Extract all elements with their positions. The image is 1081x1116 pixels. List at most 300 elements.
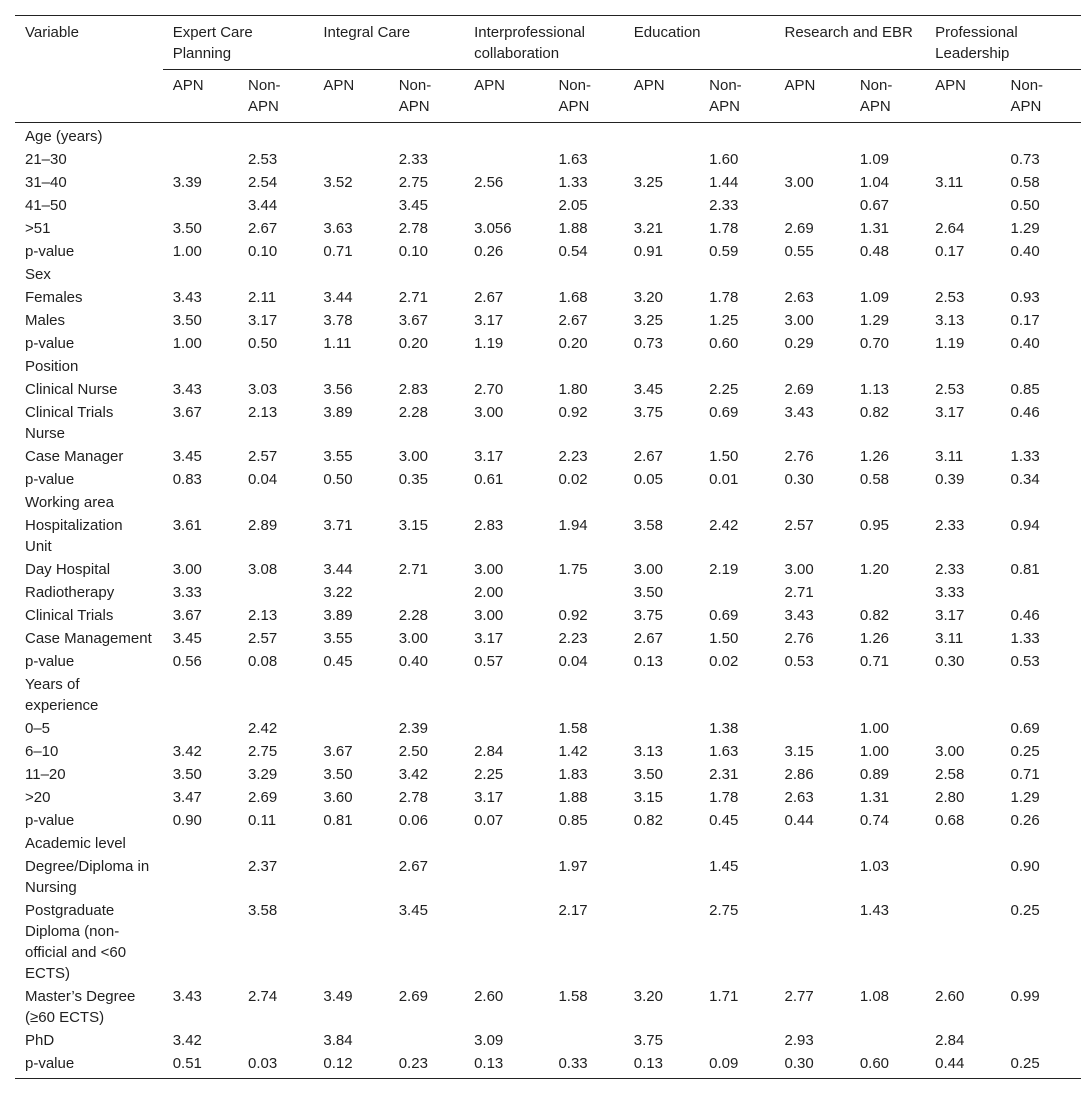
value-cell: 0.10	[248, 243, 278, 260]
value-cell	[774, 717, 849, 740]
header-row-groups	[15, 16, 1081, 70]
value-cell	[925, 855, 1000, 899]
value-cell: 0.45	[709, 812, 739, 829]
value-cell: 1.50	[709, 448, 739, 465]
row-label-cell: Master’s Degree (≥60 ECTS)	[25, 988, 136, 1026]
value-cell	[925, 491, 1000, 514]
table-row	[15, 491, 1081, 514]
value-cell: 3.13	[935, 312, 965, 329]
value-cell: 1.83	[558, 766, 588, 783]
value-cell: 0.92	[558, 404, 588, 421]
value-cell: 2.53	[248, 151, 278, 168]
value-cell: 3.15	[398, 517, 428, 534]
value-cell: 3.45	[398, 197, 428, 214]
value-cell	[163, 717, 238, 740]
value-cell: 1.68	[558, 289, 588, 306]
table-row	[15, 899, 1081, 985]
value-cell: 0.89	[859, 766, 890, 783]
value-cell: 1.25	[709, 312, 739, 329]
row-label-cell: p-value	[25, 1055, 75, 1072]
value-cell	[774, 123, 849, 149]
value-cell	[548, 832, 623, 855]
value-cell: 0.54	[558, 243, 588, 260]
value-cell: 0.26	[474, 243, 504, 260]
value-cell	[464, 899, 548, 985]
value-cell: 3.67	[398, 312, 428, 329]
value-cell: 3.67	[323, 743, 353, 760]
value-cell	[850, 832, 925, 855]
value-cell: 2.75	[248, 743, 278, 760]
value-cell: 1.20	[859, 561, 890, 578]
value-cell: 3.50	[172, 220, 202, 237]
value-cell: 2.69	[784, 220, 814, 237]
row-label-cell: Academic level	[25, 835, 126, 852]
value-cell	[699, 491, 774, 514]
value-cell: 0.02	[558, 471, 588, 488]
value-cell: 3.43	[784, 607, 814, 624]
value-cell: 1.80	[558, 381, 588, 398]
table-row	[15, 401, 1081, 445]
row-label-cell: 21–30	[25, 151, 67, 168]
value-cell: 1.19	[474, 335, 504, 352]
value-cell	[548, 1029, 623, 1052]
value-cell	[163, 148, 238, 171]
value-cell: 3.20	[633, 289, 663, 306]
value-cell: 3.11	[935, 448, 964, 465]
value-cell	[163, 355, 238, 378]
value-cell: 0.40	[398, 653, 428, 670]
value-cell	[464, 491, 548, 514]
table-row	[15, 740, 1081, 763]
value-cell	[925, 355, 1000, 378]
value-cell: 1.75	[558, 561, 588, 578]
value-cell	[1001, 263, 1081, 286]
value-cell: 3.42	[172, 1032, 202, 1049]
value-cell: 0.11	[248, 812, 277, 829]
value-cell: 1.88	[558, 789, 588, 806]
value-cell: 2.37	[248, 858, 278, 875]
value-cell: 3.49	[323, 988, 353, 1005]
value-cell: 2.42	[248, 720, 278, 737]
subheader-apn: APN	[474, 77, 505, 94]
value-cell	[774, 673, 849, 717]
row-label-cell: Age (years)	[25, 128, 103, 145]
value-cell	[163, 855, 238, 899]
value-cell: 2.25	[474, 766, 504, 783]
value-cell: 3.58	[633, 517, 663, 534]
table-row	[15, 985, 1081, 1029]
value-cell: 2.57	[248, 630, 278, 647]
value-cell: 1.88	[558, 220, 588, 237]
value-cell: 0.74	[859, 812, 890, 829]
value-cell: 3.47	[172, 789, 202, 806]
value-cell: 2.67	[474, 289, 504, 306]
value-cell: 0.44	[935, 1055, 965, 1072]
value-cell: 3.056	[474, 220, 512, 237]
table-row	[15, 355, 1081, 378]
value-cell: 1.31	[859, 789, 890, 806]
header-row-subgroups	[15, 70, 1081, 123]
value-cell: 3.61	[172, 517, 202, 534]
value-cell	[850, 1029, 925, 1052]
value-cell	[774, 355, 849, 378]
value-cell: 0.71	[1010, 766, 1040, 783]
table-row	[15, 650, 1081, 673]
value-cell: 3.00	[398, 448, 428, 465]
value-cell	[624, 355, 699, 378]
value-cell: 2.76	[784, 630, 814, 647]
value-cell	[313, 855, 388, 899]
value-cell	[238, 1029, 313, 1052]
value-cell: 0.05	[633, 471, 663, 488]
value-cell	[774, 491, 849, 514]
value-cell: 1.04	[859, 174, 890, 191]
value-cell: 1.13	[859, 381, 890, 398]
value-cell: 1.03	[859, 858, 890, 875]
value-cell: 3.39	[172, 174, 202, 191]
value-cell: 0.20	[558, 335, 588, 352]
value-cell: 3.50	[172, 766, 202, 783]
value-cell: 3.63	[323, 220, 353, 237]
value-cell	[548, 673, 623, 717]
value-cell: 0.82	[633, 812, 663, 829]
value-cell: 3.52	[323, 174, 353, 191]
group-header-expert-care-planning: Expert Care Planning	[163, 16, 314, 70]
table-row	[15, 171, 1081, 194]
value-cell	[163, 123, 238, 149]
value-cell	[163, 194, 238, 217]
row-label-cell: 41–50	[25, 197, 67, 214]
value-cell	[624, 194, 699, 217]
value-cell: 0.26	[1010, 812, 1040, 829]
value-cell: 3.15	[784, 743, 814, 760]
value-cell: 2.71	[398, 561, 428, 578]
value-cell: 2.70	[474, 381, 504, 398]
value-cell: 2.69	[398, 988, 428, 1005]
value-cell: 3.45	[398, 902, 428, 919]
value-cell: 3.29	[248, 766, 278, 783]
value-cell	[1001, 355, 1081, 378]
value-cell: 2.78	[398, 220, 428, 237]
value-cell: 2.84	[935, 1032, 965, 1049]
value-cell	[313, 148, 388, 171]
value-cell: 1.29	[859, 312, 890, 329]
value-cell	[850, 263, 925, 286]
value-cell: 0.90	[1010, 858, 1040, 875]
value-cell	[389, 491, 464, 514]
value-cell	[624, 717, 699, 740]
value-cell	[774, 832, 849, 855]
value-cell: 3.45	[633, 381, 663, 398]
value-cell	[389, 1029, 464, 1052]
value-cell: 3.17	[935, 404, 965, 421]
value-cell: 2.05	[558, 197, 588, 214]
value-cell: 3.00	[398, 630, 428, 647]
value-cell	[163, 899, 238, 985]
group-header-interprofessional-collaboration: Interprofessional collaboration	[464, 16, 624, 70]
value-cell	[850, 581, 925, 604]
value-cell: 2.11	[248, 289, 277, 306]
table-row	[15, 514, 1081, 558]
value-cell: 0.94	[1010, 517, 1040, 534]
value-cell: 0.02	[709, 653, 739, 670]
value-cell	[699, 123, 774, 149]
value-cell: 0.10	[398, 243, 428, 260]
row-label-cell: Clinical Nurse	[25, 381, 118, 398]
value-cell: 3.15	[633, 789, 663, 806]
value-cell: 1.45	[709, 858, 739, 875]
table-row	[15, 809, 1081, 832]
value-cell: 2.54	[248, 174, 278, 191]
table-row	[15, 673, 1081, 717]
value-cell: 0.03	[248, 1055, 278, 1072]
value-cell: 1.00	[859, 720, 890, 737]
value-cell: 0.46	[1010, 404, 1040, 421]
table-row	[15, 558, 1081, 581]
value-cell: 0.40	[1010, 243, 1040, 260]
row-label-cell: 11–20	[25, 766, 66, 783]
value-cell: 1.33	[558, 174, 588, 191]
value-cell: 2.67	[633, 630, 663, 647]
value-cell: 3.84	[323, 1032, 353, 1049]
value-cell	[1001, 1029, 1081, 1052]
value-cell: 1.43	[859, 902, 890, 919]
value-cell: 3.78	[323, 312, 353, 329]
value-cell	[1001, 673, 1081, 717]
value-cell: 0.50	[248, 335, 278, 352]
value-cell	[699, 673, 774, 717]
value-cell	[925, 899, 1000, 985]
table-row	[15, 604, 1081, 627]
value-cell	[389, 355, 464, 378]
value-cell: 0.35	[398, 471, 428, 488]
value-cell	[389, 263, 464, 286]
row-label-cell: >51	[25, 220, 51, 237]
value-cell: 2.67	[558, 312, 588, 329]
value-cell: 3.17	[248, 312, 278, 329]
row-label-cell: Clinical Trials Nurse	[25, 404, 114, 442]
value-cell: 3.55	[323, 630, 353, 647]
value-cell: 0.58	[859, 471, 890, 488]
subheader-non-apn: Non-APN	[248, 77, 281, 115]
value-cell: 2.23	[558, 630, 588, 647]
table-row	[15, 217, 1081, 240]
value-cell: 1.26	[859, 448, 890, 465]
value-cell: 3.44	[248, 197, 278, 214]
value-cell: 3.75	[633, 404, 663, 421]
value-cell: 1.63	[558, 151, 588, 168]
value-cell	[464, 717, 548, 740]
value-cell: 0.71	[859, 653, 890, 670]
value-cell: 1.11	[323, 335, 352, 352]
value-cell: 3.50	[323, 766, 353, 783]
table-row	[15, 717, 1081, 740]
row-label-cell: Day Hospital	[25, 561, 111, 578]
value-cell: 0.40	[1010, 335, 1040, 352]
value-cell: 3.43	[172, 289, 202, 306]
table-row	[15, 123, 1081, 149]
subheader-apn: APN	[633, 77, 665, 94]
subheader-non-apn: Non-APN	[709, 77, 742, 115]
value-cell	[163, 832, 238, 855]
value-cell: 2.57	[248, 448, 278, 465]
row-label-cell: Females	[25, 289, 83, 306]
value-cell	[313, 263, 388, 286]
table-row	[15, 855, 1081, 899]
row-label-cell: 0–5	[25, 720, 51, 737]
value-cell	[548, 581, 623, 604]
table-row	[15, 1052, 1081, 1079]
value-cell: 0.73	[633, 335, 663, 352]
value-cell	[699, 581, 774, 604]
value-cell: 2.28	[398, 404, 428, 421]
value-cell: 0.50	[323, 471, 353, 488]
value-cell: 0.13	[633, 1055, 663, 1072]
value-cell: 0.04	[558, 653, 588, 670]
value-cell	[774, 899, 849, 985]
value-cell: 0.67	[859, 197, 890, 214]
value-cell: 3.17	[474, 448, 504, 465]
row-label-cell: >20	[25, 789, 51, 806]
value-cell: 3.00	[784, 174, 814, 191]
value-cell	[464, 355, 548, 378]
value-cell: 0.81	[1010, 561, 1040, 578]
value-cell: 1.08	[859, 988, 890, 1005]
variable-header: Variable	[25, 24, 79, 41]
value-cell	[464, 123, 548, 149]
value-cell: 3.89	[323, 607, 353, 624]
group-header-professional-leadership: Professional Leadership	[925, 16, 1081, 70]
value-cell: 3.67	[172, 607, 202, 624]
value-cell: 3.33	[172, 584, 202, 601]
row-label-cell: p-value	[25, 812, 75, 829]
row-label-cell: Years of experience	[25, 676, 99, 714]
value-cell: 3.43	[172, 381, 202, 398]
value-cell	[313, 194, 388, 217]
value-cell: 2.67	[398, 858, 428, 875]
value-cell	[238, 355, 313, 378]
value-cell: 2.33	[935, 561, 965, 578]
value-cell: 0.95	[859, 517, 890, 534]
subheader-apn: APN	[935, 77, 967, 94]
value-cell: 1.00	[859, 743, 890, 760]
value-cell: 1.26	[859, 630, 890, 647]
table-row	[15, 148, 1081, 171]
value-cell: 0.01	[709, 471, 739, 488]
row-label-cell: Postgraduate Diploma (non-official and <60 ECTS)	[25, 902, 127, 982]
value-cell: 2.23	[558, 448, 588, 465]
value-cell: 0.81	[323, 812, 353, 829]
value-cell: 3.71	[323, 517, 353, 534]
value-cell	[464, 855, 548, 899]
value-cell	[238, 673, 313, 717]
value-cell: 1.94	[558, 517, 588, 534]
value-cell: 1.78	[709, 289, 739, 306]
value-cell: 3.25	[633, 174, 663, 191]
value-cell: 2.80	[935, 789, 965, 806]
value-cell: 3.00	[784, 561, 814, 578]
value-cell: 2.86	[784, 766, 814, 783]
row-label-cell: p-value	[25, 471, 75, 488]
value-cell	[238, 123, 313, 149]
value-cell: 0.20	[398, 335, 428, 352]
value-cell: 2.63	[784, 289, 814, 306]
value-cell: 3.50	[633, 766, 663, 783]
value-cell: 3.50	[633, 584, 663, 601]
value-cell: 3.00	[474, 607, 504, 624]
value-cell	[548, 123, 623, 149]
value-cell: 0.71	[323, 243, 353, 260]
value-cell: 0.33	[558, 1055, 588, 1072]
value-cell	[624, 832, 699, 855]
value-cell	[624, 491, 699, 514]
value-cell	[464, 148, 548, 171]
table-row	[15, 309, 1081, 332]
value-cell: 2.93	[784, 1032, 814, 1049]
value-cell	[925, 832, 1000, 855]
value-cell	[624, 673, 699, 717]
value-cell	[850, 123, 925, 149]
value-cell: 2.13	[248, 607, 278, 624]
value-cell: 3.89	[323, 404, 353, 421]
value-cell: 3.67	[172, 404, 202, 421]
value-cell: 3.17	[474, 630, 504, 647]
row-label-cell: 6–10	[25, 743, 59, 760]
row-label-cell: p-value	[25, 335, 75, 352]
value-cell: 0.13	[474, 1055, 504, 1072]
value-cell: 0.45	[323, 653, 353, 670]
value-cell	[699, 263, 774, 286]
value-cell: 1.58	[558, 720, 588, 737]
value-cell: 0.50	[1010, 197, 1040, 214]
table-row	[15, 468, 1081, 491]
subheader-apn: APN	[784, 77, 816, 94]
value-cell: 2.58	[935, 766, 965, 783]
value-cell: 3.55	[323, 448, 353, 465]
value-cell: 0.60	[859, 1055, 890, 1072]
value-cell: 1.31	[859, 220, 890, 237]
value-cell	[1001, 491, 1081, 514]
value-cell: 2.84	[474, 743, 504, 760]
value-cell	[163, 673, 238, 717]
value-cell: 2.89	[248, 517, 278, 534]
value-cell: 0.30	[935, 653, 965, 670]
value-cell: 2.75	[398, 174, 428, 191]
value-cell	[548, 491, 623, 514]
value-cell	[464, 263, 548, 286]
subheader-non-apn: Non-APN	[1010, 77, 1044, 115]
value-cell: 0.60	[709, 335, 739, 352]
value-cell: 0.53	[784, 653, 814, 670]
value-cell: 2.31	[709, 766, 739, 783]
value-cell	[624, 899, 699, 985]
row-label-cell: p-value	[25, 243, 75, 260]
table-row	[15, 445, 1081, 468]
table-row	[15, 627, 1081, 650]
value-cell: 3.00	[474, 561, 504, 578]
value-cell	[925, 673, 1000, 717]
value-cell	[1001, 123, 1081, 149]
value-cell: 2.78	[398, 789, 428, 806]
value-cell	[850, 355, 925, 378]
value-cell: 2.71	[398, 289, 428, 306]
value-cell: 3.45	[172, 448, 202, 465]
value-cell: 0.82	[859, 607, 890, 624]
value-cell: 0.04	[248, 471, 278, 488]
value-cell: 3.50	[172, 312, 202, 329]
value-cell: 0.07	[474, 812, 504, 829]
value-cell: 3.03	[248, 381, 278, 398]
